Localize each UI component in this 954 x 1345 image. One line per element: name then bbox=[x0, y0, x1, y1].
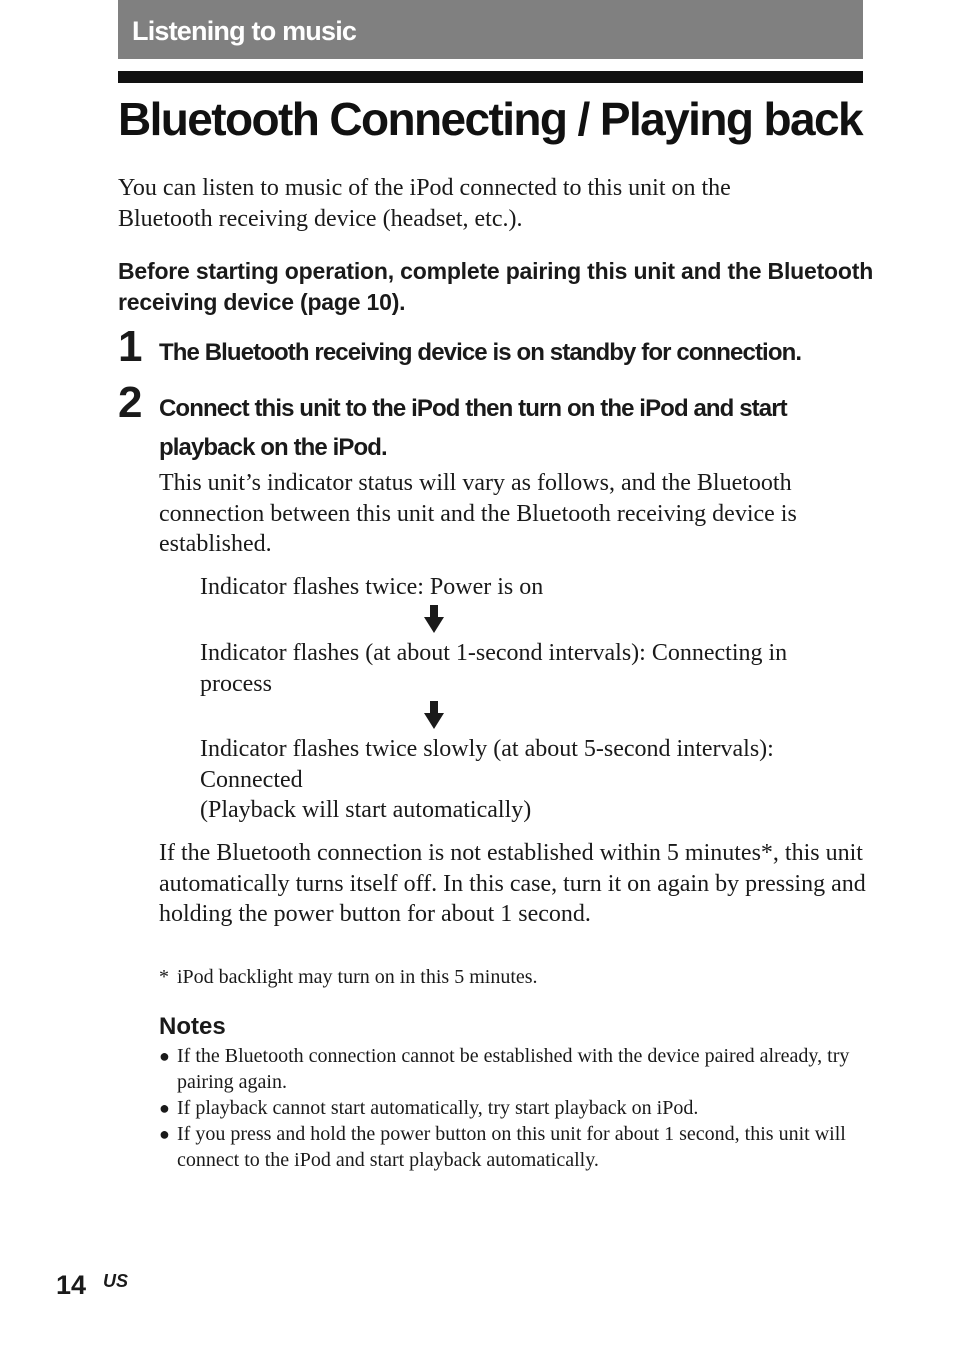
region-code: US bbox=[103, 1271, 129, 1291]
step-2-instruction bbox=[159, 389, 787, 467]
step-1-number: 1 bbox=[118, 322, 142, 371]
list-item bbox=[159, 1043, 859, 1095]
list-item bbox=[159, 1095, 859, 1121]
title-rule bbox=[118, 71, 863, 83]
indicator-state-connected bbox=[200, 734, 860, 826]
indicator-state-connected-text: Indicator flashes twice slowly (at about 5-second intervals): Connected bbox=[200, 736, 774, 793]
step-2-instruction-line-2: playback on the iPod. bbox=[159, 434, 387, 461]
note-text: If you press and hold the power button on this unit for about 1 second, this unit will connect to the iPod and start playback automatically. bbox=[177, 1123, 846, 1171]
notes-heading: Notes bbox=[159, 1013, 226, 1040]
connection-timeout-paragraph: If the Bluetooth connection is not established within 5 minutes*, this unit automatically turns itself off. In this case, turn it on again by pressing and holding the power button for about 1 second. bbox=[159, 840, 866, 927]
page-title: Bluetooth Connecting / Playing back bbox=[118, 93, 862, 145]
step-2-instruction-line-1: Connect this unit to the iPod then turn on the iPod and start bbox=[159, 395, 787, 422]
indicator-state-connecting: Indicator flashes (at about 1-second intervals): Connecting in process bbox=[200, 640, 788, 697]
bullet-icon: ● bbox=[159, 1098, 170, 1118]
footnote bbox=[159, 964, 538, 990]
step-2-description: This unit’s indicator status will vary as follows, and the Bluetooth connection between this unit and the Bluetooth receiving device is established. bbox=[159, 470, 797, 557]
footnote-mark: * bbox=[159, 966, 169, 988]
footnote-text: iPod backlight may turn on in this 5 minutes. bbox=[177, 966, 538, 988]
indicator-state-power-on: Indicator flashes twice: Power is on bbox=[200, 574, 544, 600]
down-arrow-icon bbox=[424, 701, 444, 729]
section-label: Listening to music bbox=[132, 16, 357, 46]
indicator-state-connected-subtext: (Playback will start automatically) bbox=[200, 797, 532, 823]
bullet-icon: ● bbox=[159, 1046, 170, 1066]
page-number: 14 bbox=[56, 1270, 87, 1300]
section-header-bar bbox=[118, 0, 863, 59]
down-arrow-icon bbox=[424, 605, 444, 633]
step-1-instruction: The Bluetooth receiving device is on standby for connection. bbox=[159, 339, 802, 366]
note-text: If the Bluetooth connection cannot be established with the device paired already, try pairing again. bbox=[177, 1045, 850, 1093]
intro-paragraph: You can listen to music of the iPod connected to this unit on the Bluetooth receiving device (headset, etc.). bbox=[118, 175, 731, 232]
step-2-number: 2 bbox=[118, 378, 142, 427]
note-text: If playback cannot start automatically, try start playback on iPod. bbox=[177, 1097, 699, 1119]
list-item bbox=[159, 1121, 859, 1173]
prerequisite-note: Before starting operation, complete pairing this unit and the Bluetooth receiving device (page 10). bbox=[118, 258, 874, 315]
notes-list bbox=[159, 1043, 859, 1173]
bullet-icon: ● bbox=[159, 1124, 170, 1144]
